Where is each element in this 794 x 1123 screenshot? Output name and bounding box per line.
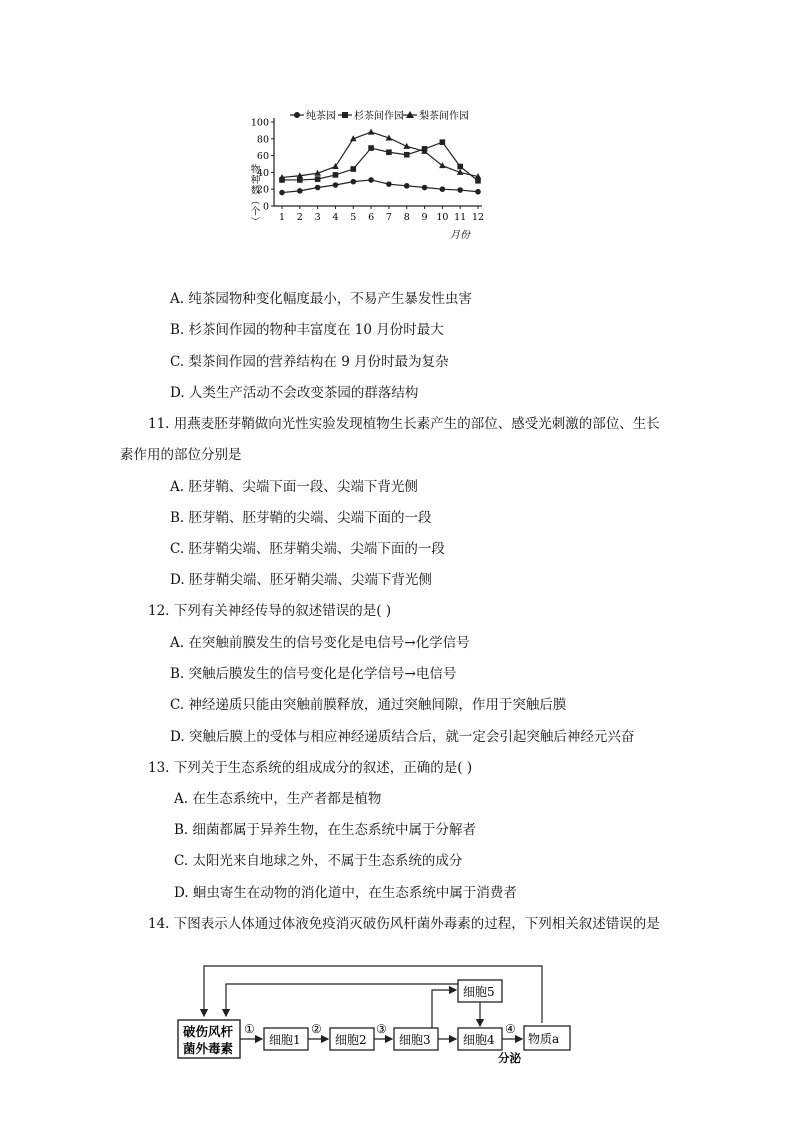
y-tick-label: 60	[256, 151, 269, 163]
series-2-point	[457, 164, 463, 170]
legend-circle-icon	[294, 112, 300, 118]
q12-stem: 12. 下列有关神经传导的叙述错误的是( )	[148, 603, 392, 619]
x-tick-label: 2	[296, 212, 303, 223]
series-line-2	[282, 142, 478, 181]
x-tick-label: 8	[403, 212, 410, 223]
q11-option-d: D. 胚芽鞘尖端、胚牙鞘尖端、尖端下背光侧	[170, 572, 432, 588]
x-tick-label: 5	[350, 212, 357, 223]
chart-series	[279, 129, 482, 196]
cell4-label: 细胞4	[463, 1033, 495, 1047]
legend-square-icon	[342, 112, 348, 118]
x-tick-label: 12	[471, 212, 485, 223]
legend-label-3: 梨茶间作园	[419, 111, 469, 122]
series-3-point	[368, 129, 375, 135]
q13-option-b: B. 细菌都属于异养生物，在生态系统中属于分解者	[174, 822, 477, 838]
series-line-1	[282, 180, 478, 193]
y-tick-label: 40	[256, 167, 269, 179]
x-tick-label: 1	[278, 212, 286, 223]
series-1-point	[475, 189, 481, 195]
cell3-label: 细胞3	[399, 1033, 431, 1047]
q12-option-b: B. 突触后膜发生的信号变化是化学信号→电信号	[170, 666, 457, 682]
series-1-point	[440, 186, 446, 192]
toxin-label-line1: 破伤风杆	[183, 1024, 234, 1039]
series-1-point	[368, 177, 374, 183]
chart-legend	[290, 109, 469, 122]
series-1-point	[297, 188, 303, 194]
series-1-point	[333, 182, 339, 188]
legend-label-2: 杉茶间作园	[354, 111, 404, 122]
q11-option-b: B. 胚芽鞘、胚芽鞘的尖端、尖端下面的一段	[170, 510, 432, 526]
x-tick-label: 11	[454, 212, 467, 223]
x-tick-label: 3	[314, 212, 321, 223]
substance-label: 物质a	[528, 1032, 560, 1046]
series-2-point	[350, 166, 356, 172]
x-tick-label: 4	[332, 212, 339, 223]
series-1-point	[386, 181, 392, 187]
q10-option-b: B. 杉茶间作园的物种丰富度在 10 月份时最大	[170, 322, 444, 338]
q10-option-d: D. 人类生产活动不会改变茶园的群落结构	[170, 385, 419, 401]
cell5-label: 细胞5	[463, 985, 495, 999]
y-tick-label: 80	[256, 134, 269, 146]
series-2-point	[440, 139, 446, 145]
cell1-label: 细胞1	[269, 1033, 301, 1047]
x-tick-label: 6	[368, 212, 375, 223]
q13-option-c: C. 太阳光来自地球之外，不属于生态系统的成分	[174, 853, 463, 869]
q12-option-c: C. 神经递质只能由突触前膜释放，通过突触间隙，作用于突触后膜	[170, 697, 567, 713]
species-line-chart	[228, 104, 498, 244]
step-4-label: ④	[505, 1022, 516, 1036]
legend-label-1: 纯茶园	[306, 111, 336, 122]
feedback-line-inner	[226, 984, 458, 1016]
immune-flow-diagram	[170, 958, 580, 1068]
q13-stem: 13. 下列关于生态系统的组成成分的叙述，正确的是( )	[148, 760, 473, 776]
series-2-point	[404, 152, 410, 158]
series-2-point	[368, 145, 374, 151]
series-2-point	[315, 176, 321, 182]
q11-stem-line1: 11. 用燕麦胚芽鞘做向光性实验发现植物生长素产生的部位、感受光刺激的部位、生长	[148, 416, 660, 432]
cell2-label: 细胞2	[335, 1033, 367, 1047]
y-axis-label: 物种数（个）	[248, 164, 260, 227]
series-1-point	[279, 190, 285, 196]
q10-option-c: C. 梨茶间作园的营养结构在 9 月份时最为复杂	[170, 354, 449, 370]
q13-option-a: A. 在生态系统中，生产者都是植物	[174, 791, 382, 807]
series-2-point	[386, 149, 392, 155]
series-2-point	[333, 172, 339, 178]
secrete-label: 分泌	[498, 1051, 521, 1065]
series-1-point	[315, 185, 321, 191]
series-1-point	[404, 183, 410, 189]
q10-option-a: A. 纯茶园物种变化幅度最小，不易产生暴发性虫害	[170, 291, 472, 307]
series-line-3	[282, 132, 478, 177]
y-tick-label: 100	[250, 117, 269, 129]
q11-option-a: A. 胚芽鞘、尖端下面一段、尖端下背光侧	[170, 479, 418, 495]
x-axis-label: 月份	[450, 230, 470, 241]
q11-stem-line2: 素作用的部位分别是	[120, 447, 242, 463]
q11-option-c: C. 胚芽鞘尖端、胚芽鞘尖端、尖端下面的一段	[170, 541, 445, 557]
toxin-label-line2: 菌外毒素	[183, 1041, 234, 1056]
q14-stem: 14. 下图表示人体通过体液免疫消灭破伤风杆菌外毒素的过程，下列相关叙述错误的是	[148, 916, 660, 932]
q13-option-d: D. 蛔虫寄生在动物的消化道中，在生态系统中属于消费者	[174, 885, 517, 901]
step-1-label: ①	[244, 1022, 255, 1036]
x-tick-label: 9	[421, 212, 428, 223]
series-1-point	[350, 179, 356, 185]
x-tick-label: 7	[385, 212, 392, 223]
y-tick-label: 0	[262, 201, 269, 213]
q12-option-d: D. 突触后膜上的受体与相应神经递质结合后，就一定会引起突触后神经元兴奋	[170, 729, 635, 745]
q12-option-a: A. 在突触前膜发生的信号变化是电信号→化学信号	[170, 635, 470, 651]
series-1-point	[457, 187, 463, 193]
x-tick-label: 10	[436, 212, 449, 223]
y-tick-label: 20	[256, 184, 269, 196]
step-2-label: ②	[311, 1022, 322, 1036]
series-1-point	[422, 185, 428, 191]
step-3-label: ③	[376, 1022, 387, 1036]
